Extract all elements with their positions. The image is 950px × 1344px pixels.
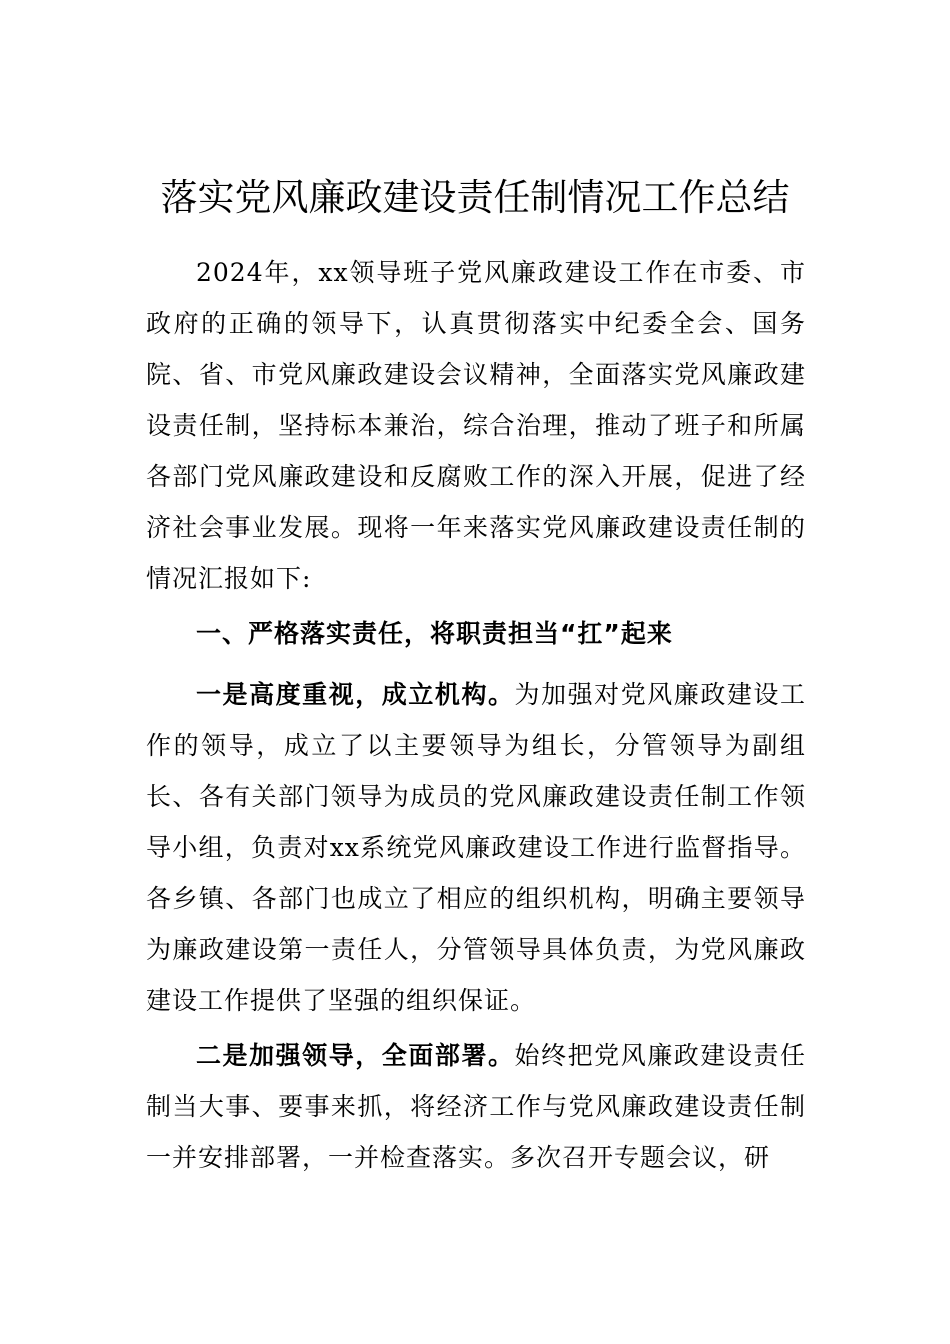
intro-paragraph: 2024年，xx领导班子党风廉政建设工作在市委、市政府的正确的领导下，认真贯彻落实中纪委全会、国务院、省、市党风廉政建设会议精神，全面落实党风廉政建设责任制，坚持标本兼治，综合治理，推动了班子和所属各部门党风廉政建设和反腐败工作的深入开展，促进了经济社会事业发展。现将一年来落实党风廉政建设责任制的情况汇报如下: bbox=[146, 258, 806, 593]
document-title: 落实党风廉政建设责任制情况工作总结 bbox=[160, 176, 790, 219]
paragraph-body-text: 始终把党风廉政建设责任制当大事、要事来抓，将经济工作与党风廉政建设责任制一并安排部署，一并检查落实。多次召开专题会议，研 bbox=[146, 1041, 806, 1172]
paragraph-lead-text: 一是高度重视，成立机构。 bbox=[196, 680, 515, 709]
section-heading-1: 一、严格落实责任，将职责担当“扛”起来 bbox=[196, 619, 673, 648]
paragraph-lead-text: 二是加强领导，全面部署。 bbox=[196, 1041, 515, 1070]
paragraph-establish-organization bbox=[146, 669, 806, 1026]
paragraph-strengthen-leadership bbox=[146, 1030, 806, 1183]
paragraph-body-text: 为加强对党风廉政建设工作的领导，成立了以主要领导为组长，分管领导为副组长、各有关部门领导为成员的党风廉政建设责任制工作领导小组，负责对xx系统党风廉政建设工作进行监督指导。各乡镇、各部门也成立了相应的组织机构，明确主要领导为廉政建设第一责任人，分管领导具体负责，为党风廉政建设工作提供了坚强的组织保证。 bbox=[146, 680, 806, 1015]
